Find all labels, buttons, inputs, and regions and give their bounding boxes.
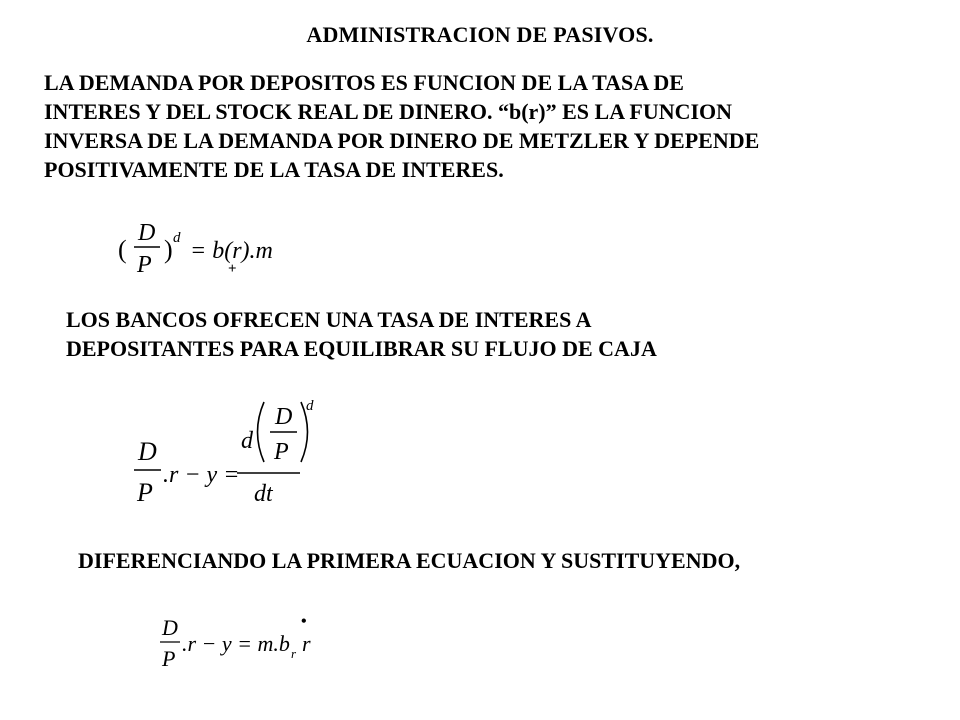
equation-result [160, 612, 360, 672]
eq3-subscript: r [291, 646, 297, 661]
paragraph-line: INVERSA DE LA DEMANDA POR DINERO DE METZLER Y DEPENDE [44, 128, 760, 153]
paragraph-line: DEPOSITANTES PARA EQUILIBRAR SU FLUJO DE CAJA [66, 336, 657, 361]
eq2-inner-denominator: P [274, 439, 289, 465]
eq1-sign-under-r: + [228, 261, 237, 277]
paragraph-line: LOS BANCOS OFRECEN UNA TASA DE INTERES A [66, 307, 592, 332]
paragraph-differentiating: DIFERENCIANDO LA PRIMERA ECUACION Y SUSTITUYENDO, [78, 548, 741, 573]
paragraph-line: POSITIVAMENTE DE LA TASA DE INTERES. [44, 157, 504, 182]
paragraph-deposit-demand [44, 68, 944, 184]
eq2-rhs-denominator: dt [254, 481, 273, 507]
slide-title: ADMINISTRACION DE PASIVOS. [306, 22, 654, 47]
paragraph-banks [66, 305, 926, 363]
equation-cashflow [134, 398, 334, 513]
eq1-denominator: P [137, 252, 152, 278]
eq1-close-paren: ) [164, 235, 173, 264]
eq1-open-paren: ( [118, 235, 127, 264]
eq2-lhs-denominator: P [137, 478, 153, 507]
equation-result-svg [160, 612, 360, 672]
eq2-left-paren [258, 402, 265, 462]
eq2-inner-numerator: D [275, 404, 293, 430]
equation-demand [118, 218, 318, 278]
eq2-rhs-d: d [241, 428, 253, 454]
eq1-rhs: = b(r).m [190, 238, 273, 264]
eq2-lhs-rest: .r − y = [163, 462, 240, 488]
eq3-dot: • [301, 613, 307, 630]
eq2-rhs-superscript: d [306, 398, 314, 414]
eq3-rhs: .r − y = m.b [182, 631, 290, 656]
equation-demand-svg [118, 218, 318, 278]
paragraph-line: INTERES Y DEL STOCK REAL DE DINERO. “b(r)” ES LA FUNCION [44, 99, 733, 124]
eq1-numerator: D [138, 220, 156, 246]
eq3-lhs-numerator: D [162, 615, 178, 640]
eq1-superscript: d [173, 230, 181, 246]
equation-cashflow-svg [134, 398, 334, 513]
paragraph-line: LA DEMANDA POR DEPOSITOS ES FUNCION DE LA TASA DE [44, 70, 684, 95]
eq3-last-var: r [302, 631, 311, 656]
eq2-lhs-numerator: D [138, 437, 157, 466]
eq3-lhs-denominator: P [162, 646, 176, 671]
